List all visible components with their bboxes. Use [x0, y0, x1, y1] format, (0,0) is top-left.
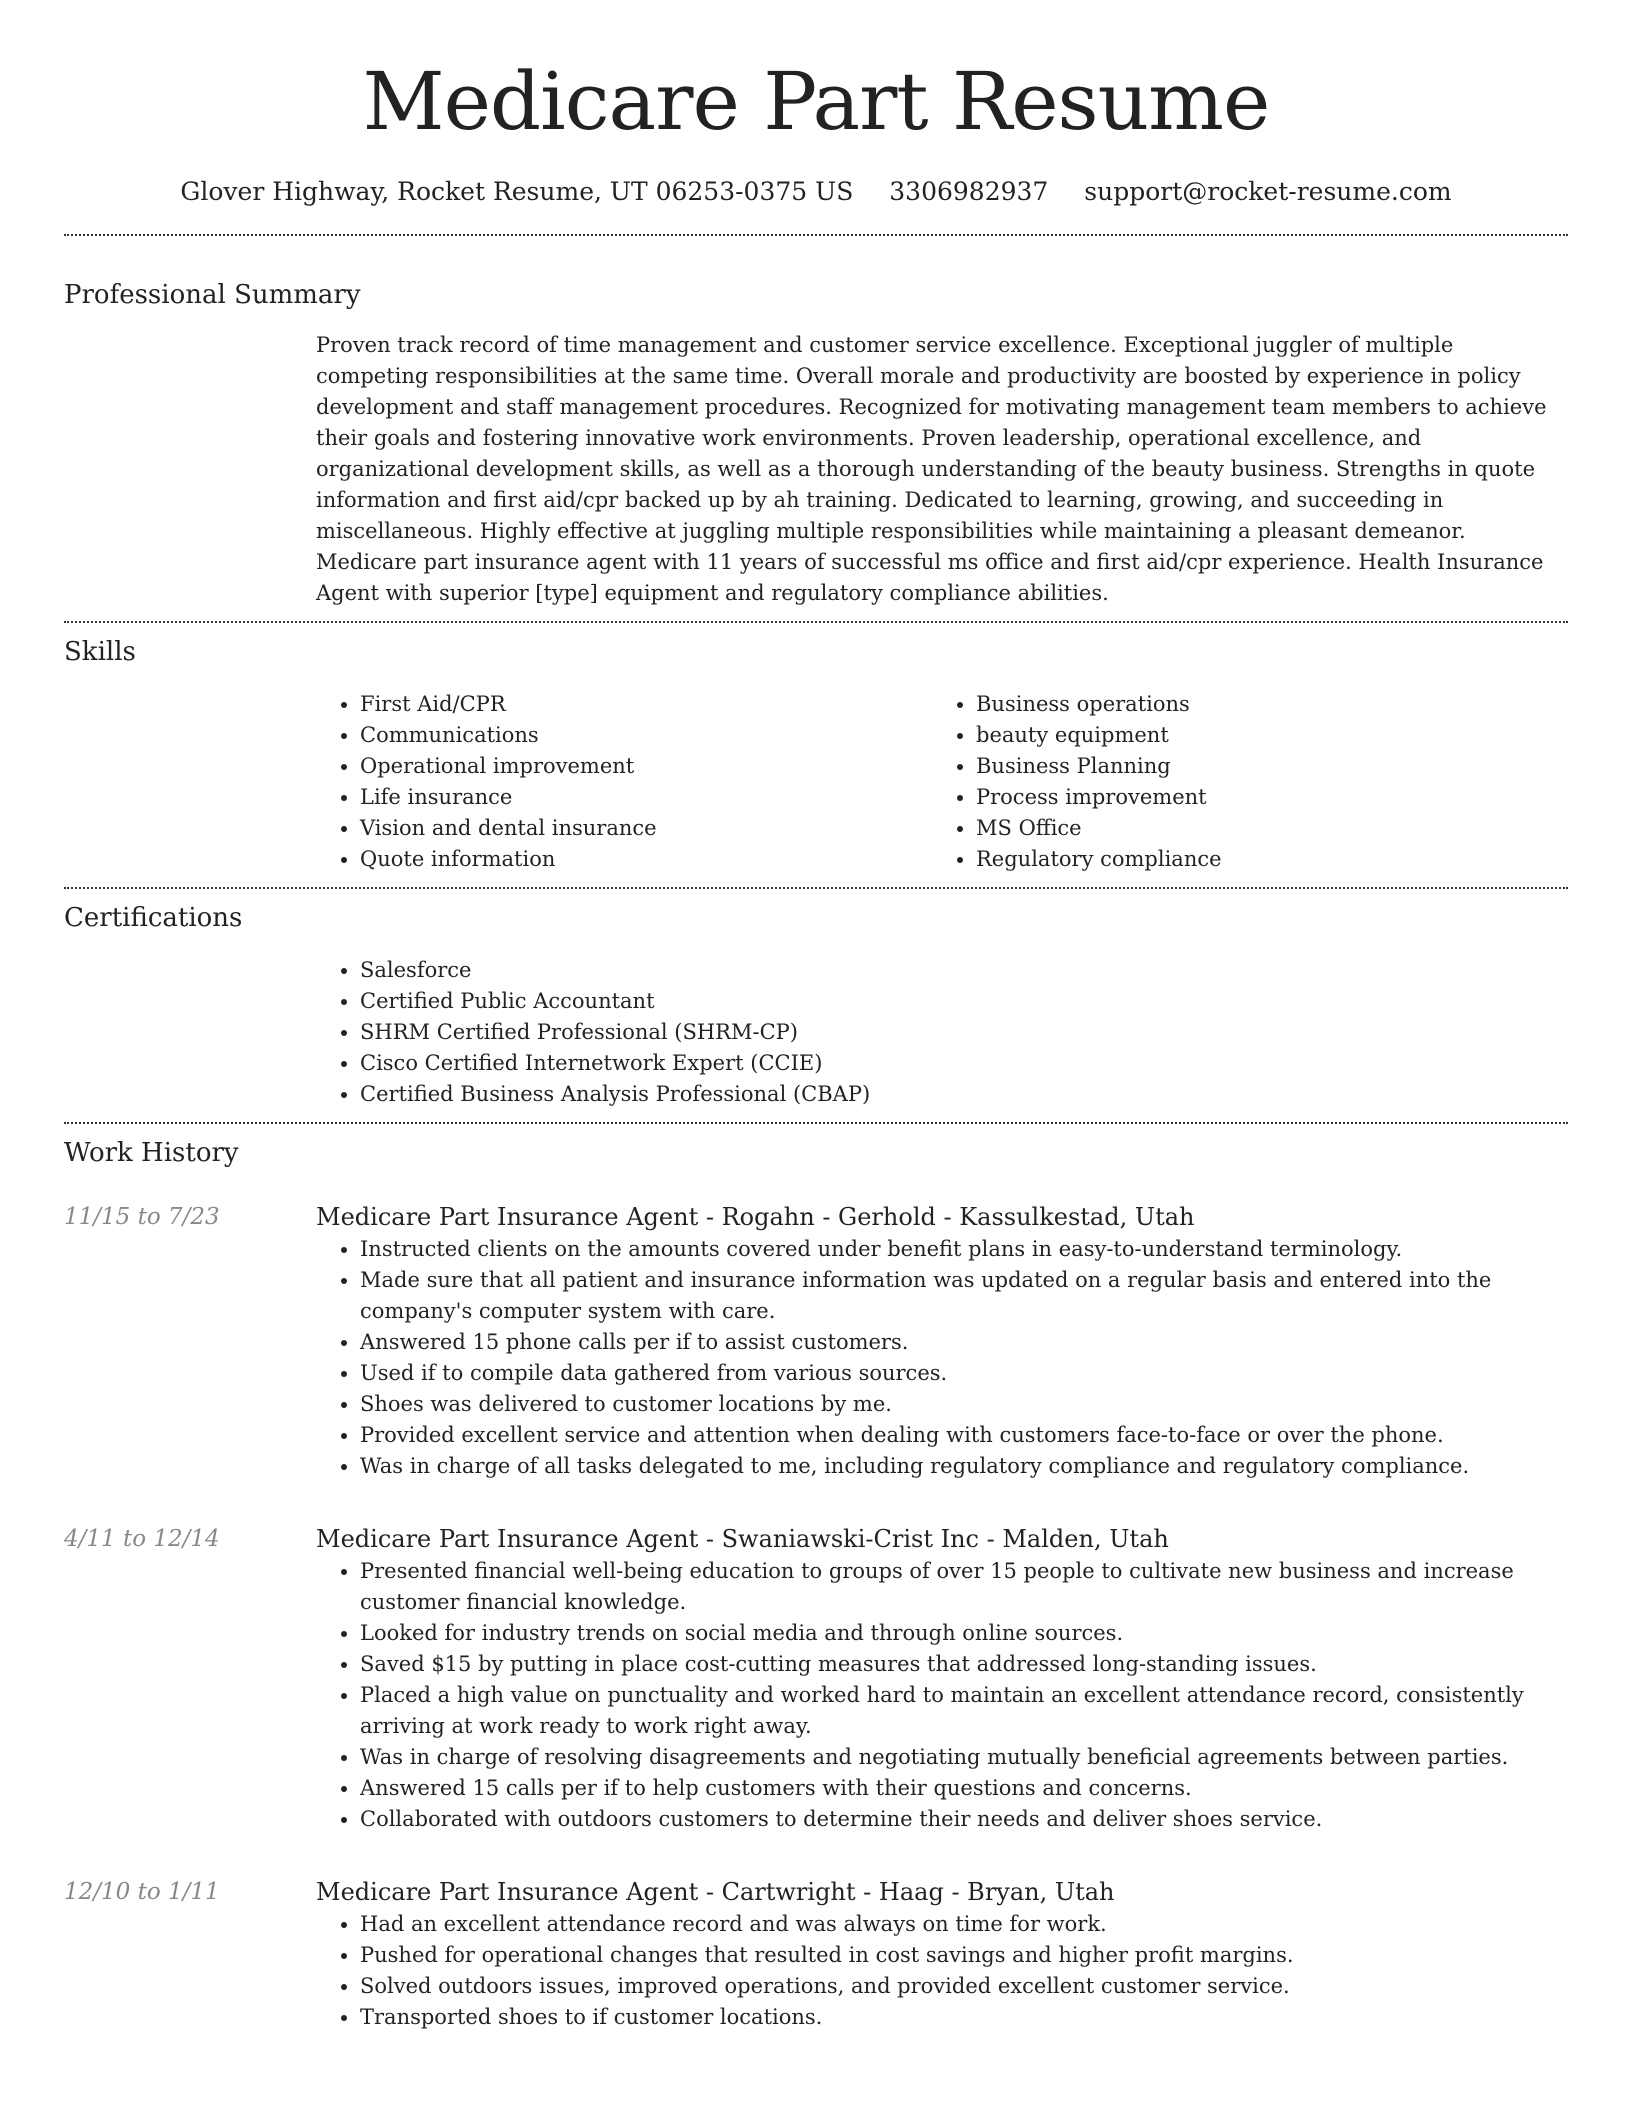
job-bullet-list — [316, 1909, 1568, 2033]
job-dates: 4/11 to 12/14 — [64, 1526, 220, 1552]
job-bullet: • Had an excellent attendance record and was always on time for work. — [360, 1909, 1568, 1940]
job-bullet: • Collaborated with outdoors customers to determine their needs and deliver shoes service. — [360, 1804, 1568, 1835]
certification-item: • Certified Business Analysis Professional (CBAP) — [360, 1079, 1568, 1110]
work-history-heading: Work History — [64, 1138, 239, 1168]
job-entry — [64, 1875, 1568, 2033]
skills-list-left — [316, 689, 932, 875]
certifications-list-wrap — [316, 955, 1568, 1110]
job-bullet: • Answered 15 phone calls per if to assist customers. — [360, 1327, 1568, 1358]
job-entry — [64, 1200, 1568, 1482]
job-bullet: • Pushed for operational changes that resulted in cost savings and higher profit margins. — [360, 1940, 1568, 1971]
job-bullet: • Used if to compile data gathered from various sources. — [360, 1358, 1568, 1389]
job-bullet: • Transported shoes to if customer locations. — [360, 2002, 1568, 2033]
skills-grid — [316, 689, 1568, 875]
certification-item: • Certified Public Accountant — [360, 986, 1568, 1017]
certification-item: • Cisco Certified Internetwork Expert (CCIE) — [360, 1048, 1568, 1079]
job-bullet: • Provided excellent service and attention when dealing with customers face-to-face or over the phone. — [360, 1420, 1568, 1451]
skills-column-left — [316, 689, 932, 875]
skill-item: • Process improvement — [976, 782, 1548, 813]
job-bullet: • Presented financial well-being education to groups of over 15 people to cultivate new business and increase customer financial knowledge. — [360, 1556, 1568, 1618]
job-body — [316, 1522, 1568, 1835]
job-body — [316, 1200, 1568, 1482]
summary-section — [64, 236, 1568, 609]
skill-item: • Business Planning — [976, 751, 1548, 782]
skills-list-right — [932, 689, 1548, 875]
job-bullet: • Was in charge of resolving disagreements and negotiating mutually beneficial agreements between parties. — [360, 1742, 1568, 1773]
job-body — [316, 1875, 1568, 2033]
job-bullet: • Solved outdoors issues, improved operations, and provided excellent customer service. — [360, 1971, 1568, 2002]
summary-text: Proven track record of time management and customer service excellence. Exceptional juggler of multiple competing responsibilities at the same time. Overall morale and productivity are boosted by experience in policy development and staff management procedures. Recognized for motivating management team members to achieve their goals and fostering innovative work environments. Proven leadership, operational excellence, and organizational development skills, as well as a thorough understanding of the beauty business. Strengths in quote information and first aid/cpr backed up by ah training. Dedicated to learning, growing, and succeeding in miscellaneous. Highly effective at juggling multiple responsibilities while maintaining a pleasant demeanor. Medicare part insurance agent with 11 years of successful ms office and first aid/cpr experience. Health Insurance Agent with superior [type] equipment and regulatory compliance abilities. — [316, 333, 1547, 605]
job-bullet: • Made sure that all patient and insurance information was updated on a regular basis and entered into the company's computer system with care. — [360, 1265, 1568, 1327]
jobs-list — [64, 1200, 1568, 2033]
contact-email: support@rocket-resume.com — [1084, 177, 1452, 206]
skill-item: • MS Office — [976, 813, 1548, 844]
skills-section — [64, 623, 1568, 875]
skill-item: • First Aid/CPR — [360, 689, 932, 720]
job-bullet: • Looked for industry trends on social media and through online sources. — [360, 1618, 1568, 1649]
job-entry — [64, 1522, 1568, 1835]
certifications-list — [316, 955, 1568, 1110]
skill-item: • Vision and dental insurance — [360, 813, 932, 844]
contact-line — [64, 176, 1568, 208]
job-dates: 11/15 to 7/23 — [64, 1204, 220, 1230]
job-title: Medicare Part Insurance Agent - Swaniawski-Crist Inc - Malden, Utah — [316, 1525, 1169, 1553]
job-dates: 12/10 to 1/11 — [64, 1879, 220, 1905]
job-bullet: • Was in charge of all tasks delegated to me, including regulatory compliance and regulatory compliance. — [360, 1451, 1568, 1482]
job-title: Medicare Part Insurance Agent - Rogahn - Gerhold - Kassulkestad, Utah — [316, 1203, 1195, 1231]
skill-item: • Regulatory compliance — [976, 844, 1548, 875]
skill-item: • Quote information — [360, 844, 932, 875]
job-title: Medicare Part Insurance Agent - Cartwright - Haag - Bryan, Utah — [316, 1878, 1115, 1906]
skill-item: • beauty equipment — [976, 720, 1548, 751]
job-bullet-list — [316, 1556, 1568, 1835]
certification-item: • Salesforce — [360, 955, 1568, 986]
job-bullet: • Saved $15 by putting in place cost-cutting measures that addressed long-standing issues. — [360, 1649, 1568, 1680]
job-bullet: • Answered 15 calls per if to help customers with their questions and concerns. — [360, 1773, 1568, 1804]
job-bullet: • Shoes was delivered to customer locations by me. — [360, 1389, 1568, 1420]
job-bullet: • Placed a high value on punctuality and worked hard to maintain an excellent attendance record, consistently arriving at work ready to work right away. — [360, 1680, 1568, 1742]
certifications-section — [64, 889, 1568, 1110]
skill-item: • Life insurance — [360, 782, 932, 813]
job-bullet-list — [316, 1234, 1568, 1482]
summary-heading: Professional Summary — [64, 280, 361, 310]
skill-item: • Business operations — [976, 689, 1548, 720]
skills-heading: Skills — [64, 637, 136, 667]
resume-title: Medicare Part Resume — [362, 55, 1270, 148]
certifications-heading: Certifications — [64, 903, 243, 933]
skills-column-right — [932, 689, 1548, 875]
work-history-section — [64, 1124, 1568, 2033]
job-bullet: • Instructed clients on the amounts covered under benefit plans in easy-to-understand terminology. — [360, 1234, 1568, 1265]
skill-item: • Communications — [360, 720, 932, 751]
certification-item: • SHRM Certified Professional (SHRM-CP) — [360, 1017, 1568, 1048]
contact-phone: 3306982937 — [889, 177, 1049, 206]
skill-item: • Operational improvement — [360, 751, 932, 782]
contact-address: Glover Highway, Rocket Resume, UT 06253-0375 US — [180, 177, 854, 206]
